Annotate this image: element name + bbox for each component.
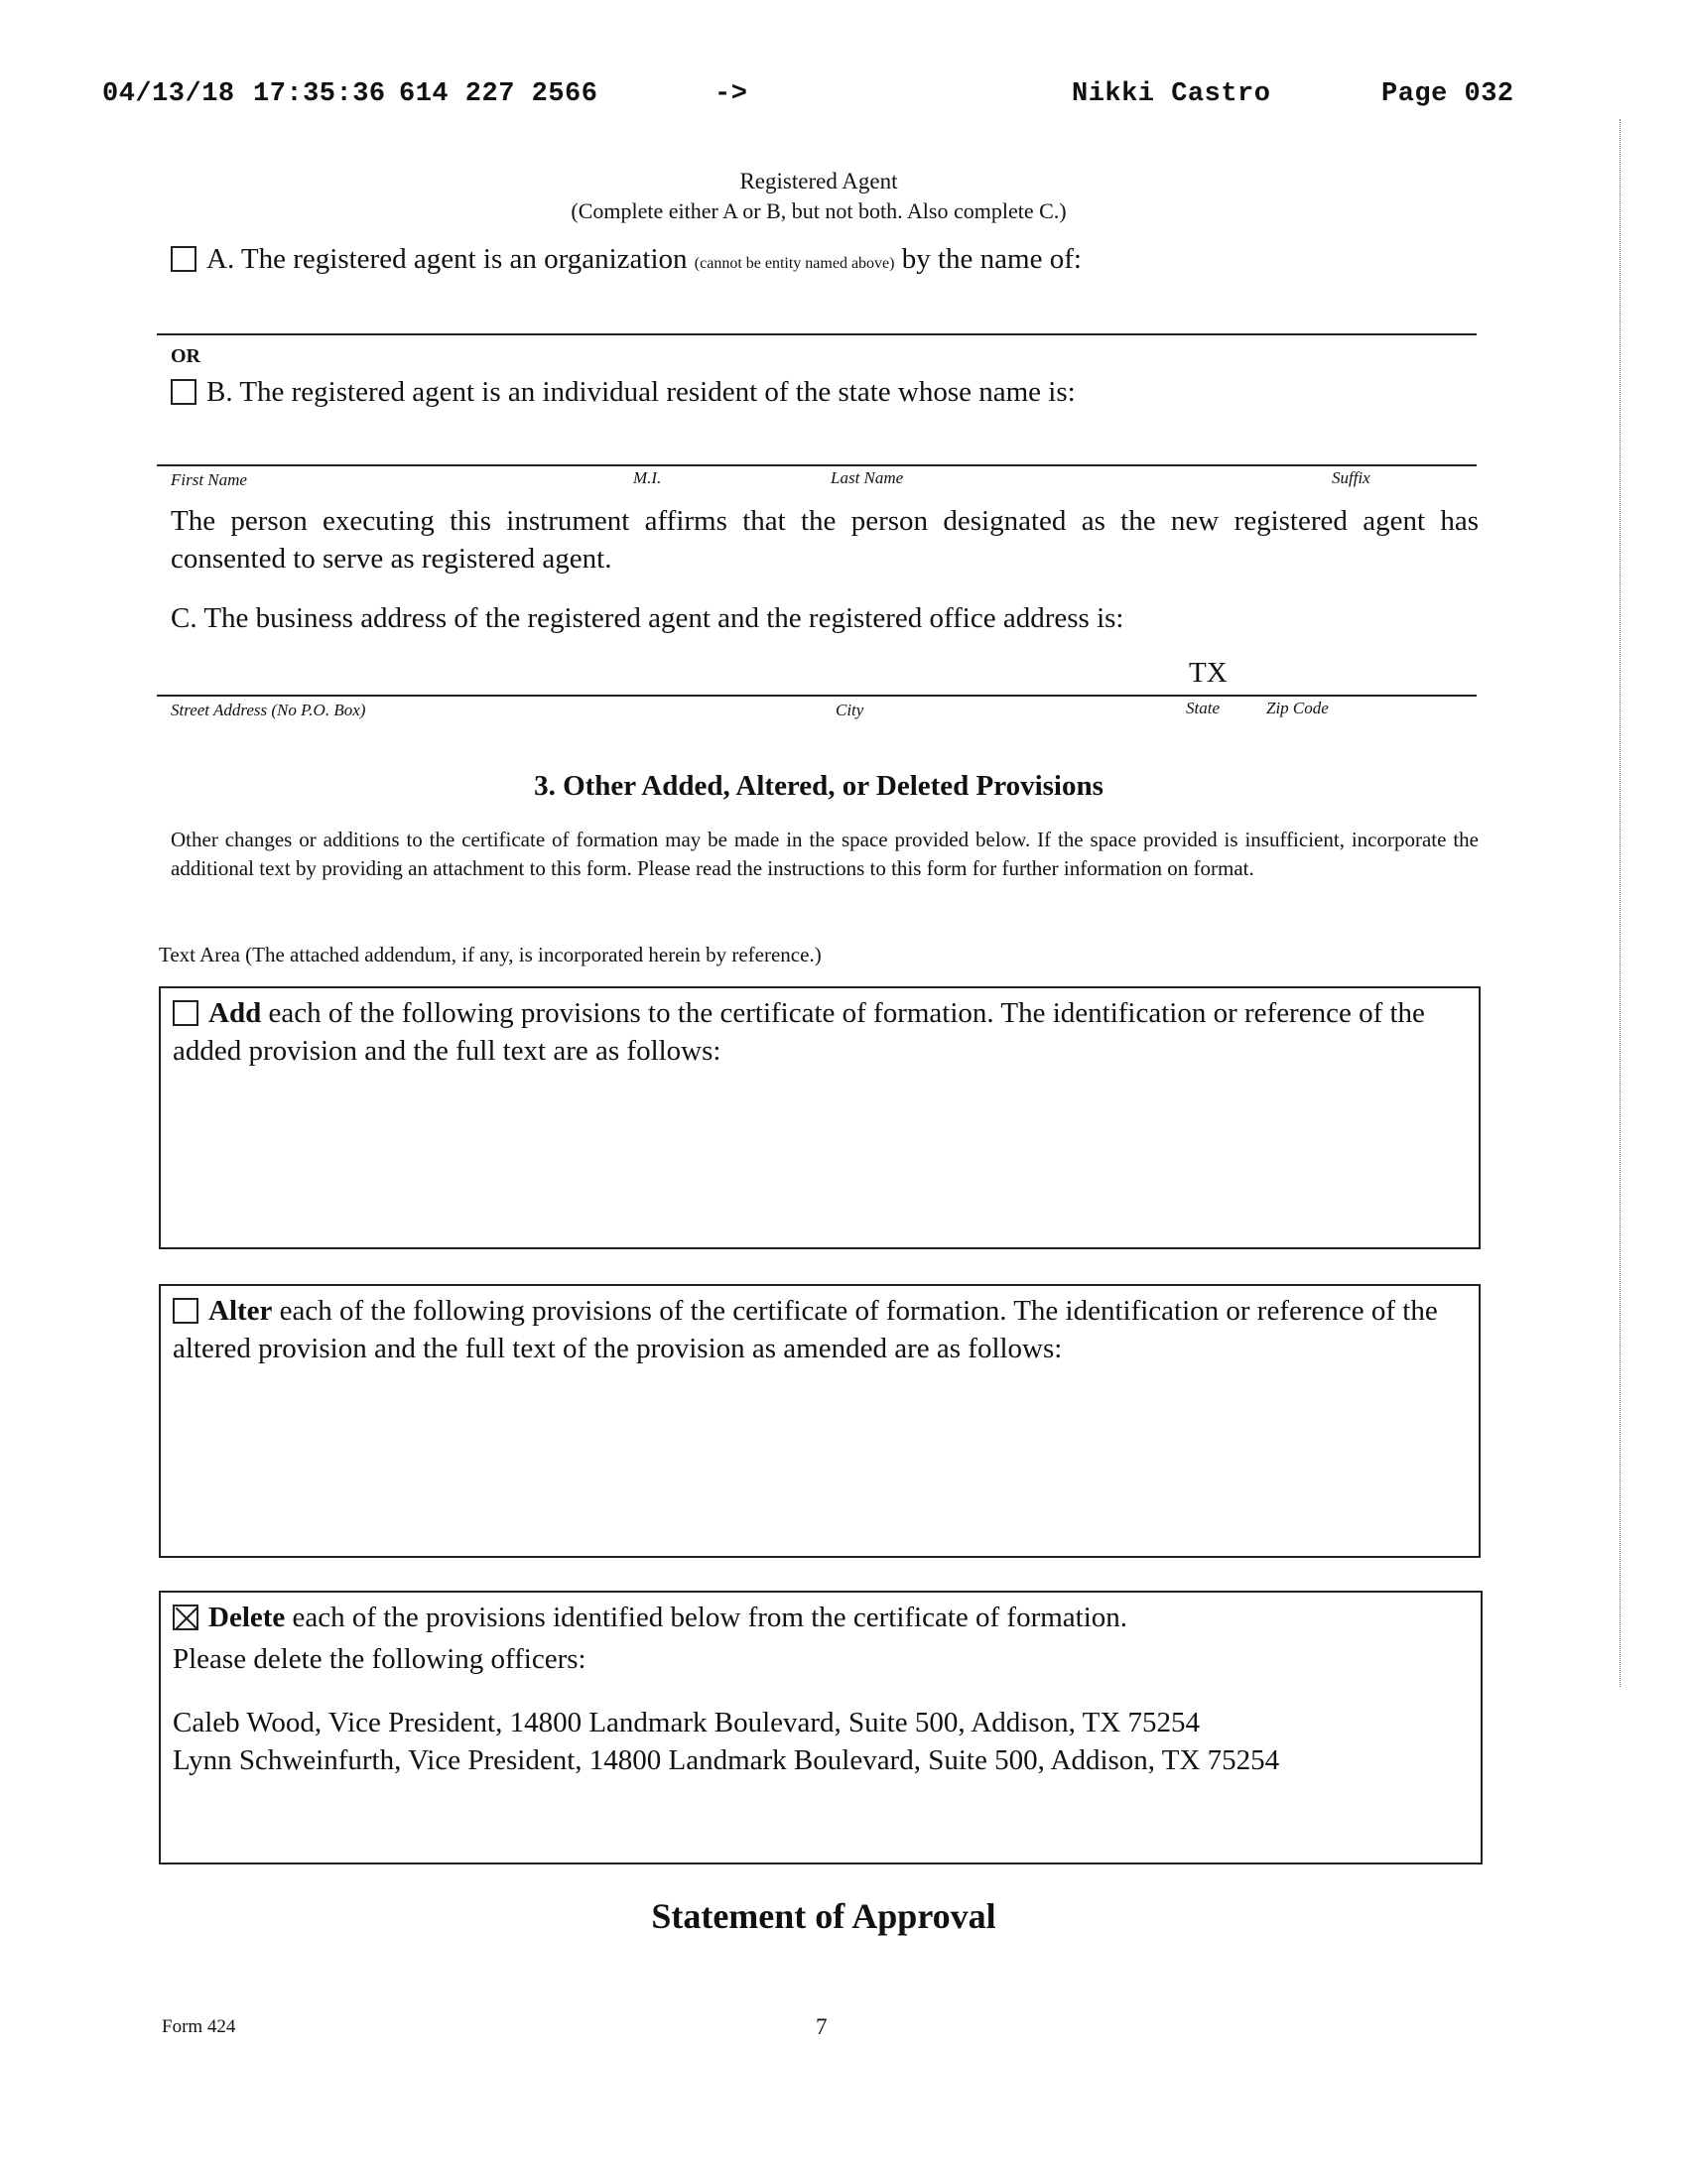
add-provisions-box[interactable] bbox=[159, 986, 1481, 1249]
delete-text: each of the provisions identified below from the certificate of formation. bbox=[285, 1602, 1128, 1633]
fax-recipient: Nikki Castro bbox=[1072, 79, 1271, 109]
delete-checkbox[interactable] bbox=[173, 1605, 198, 1630]
option-a-line[interactable] bbox=[157, 333, 1477, 335]
add-text: each of the following provisions to the certificate of formation. The identification or reference of the added provision and the full text are as follows: bbox=[173, 997, 1425, 1067]
officer-line: Caleb Wood, Vice President, 14800 Landmark Boulevard, Suite 500, Addison, TX 75254 bbox=[173, 1707, 1200, 1738]
option-a-prefix: A. The registered agent is an organization bbox=[206, 243, 688, 275]
alter-provisions-box[interactable] bbox=[159, 1284, 1481, 1558]
alter-text: each of the following provisions of the certificate of formation. The identification or reference of the altered provision and the full text of the provision as amended are as follows: bbox=[173, 1295, 1438, 1364]
option-b-text: B. The registered agent is an individual resident of the state whose name is: bbox=[206, 376, 1076, 408]
affirmation-text: The person executing this instrument affirms that the person designated as the new registered agent has consented to serve as registered agent. bbox=[171, 505, 1479, 575]
registered-agent-instruction: (Complete either A or B, but not both. Also complete C.) bbox=[571, 198, 1067, 223]
option-b-row bbox=[171, 373, 1076, 411]
page-number: 7 bbox=[816, 2014, 828, 2039]
statement-of-approval-heading: Statement of Approval bbox=[651, 1896, 996, 1936]
name-line[interactable] bbox=[157, 464, 1477, 466]
delete-instruction: Please delete the following officers: bbox=[173, 1643, 586, 1675]
fax-date: 04/13/18 bbox=[102, 79, 235, 109]
address-line[interactable] bbox=[157, 695, 1477, 697]
alter-checkbox[interactable] bbox=[173, 1298, 198, 1324]
option-a-suffix: by the name of: bbox=[901, 243, 1082, 275]
fax-time: 17:35:36 bbox=[253, 79, 386, 109]
suffix-label: Suffix bbox=[1332, 468, 1370, 487]
street-address-label: Street Address (No P.O. Box) bbox=[171, 701, 366, 719]
first-name-label: First Name bbox=[171, 470, 247, 489]
registered-agent-title: Registered Agent bbox=[739, 169, 898, 193]
state-label: State bbox=[1186, 699, 1220, 717]
add-checkbox[interactable] bbox=[173, 1000, 198, 1026]
last-name-label: Last Name bbox=[831, 468, 904, 487]
text-area-note: Text Area (The attached addendum, if any, is incorporated herein by reference.) bbox=[159, 943, 822, 966]
scan-edge-mark bbox=[1620, 119, 1621, 1687]
state-value: TX bbox=[1189, 657, 1228, 689]
alter-keyword: Alter bbox=[208, 1295, 273, 1327]
option-a-row bbox=[171, 240, 1082, 283]
or-label: OR bbox=[171, 345, 200, 367]
section-3-heading: 3. Other Added, Altered, or Deleted Provisions bbox=[534, 770, 1104, 802]
option-c-text: C. The business address of the registered agent and the registered office address is: bbox=[171, 602, 1124, 634]
option-b-checkbox[interactable] bbox=[171, 379, 196, 405]
fax-phone: 614 227 2566 bbox=[399, 79, 598, 109]
officer-line: Lynn Schweinfurth, Vice President, 14800 Landmark Boulevard, Suite 500, Addison, TX 75254 bbox=[173, 1744, 1280, 1776]
form-number: Form 424 bbox=[162, 2016, 236, 2037]
fax-page: Page 032 bbox=[1381, 79, 1514, 109]
zip-code-label: Zip Code bbox=[1266, 699, 1329, 717]
delete-keyword: Delete bbox=[208, 1602, 286, 1633]
mi-label: M.I. bbox=[633, 468, 662, 487]
fax-arrow: -> bbox=[714, 79, 748, 109]
delete-provisions-box[interactable] bbox=[159, 1591, 1483, 1864]
option-a-note: (cannot be entity named above) bbox=[694, 255, 895, 272]
add-keyword: Add bbox=[208, 997, 262, 1029]
section-3-intro: Other changes or additions to the certificate of formation may be made in the space provided below. If the space provided is insufficient, incorporate the additional text by providing an attachment to this form. Please read the instructions to this form for further information on format. bbox=[171, 828, 1479, 880]
option-a-checkbox[interactable] bbox=[171, 246, 196, 272]
city-label: City bbox=[836, 701, 864, 719]
